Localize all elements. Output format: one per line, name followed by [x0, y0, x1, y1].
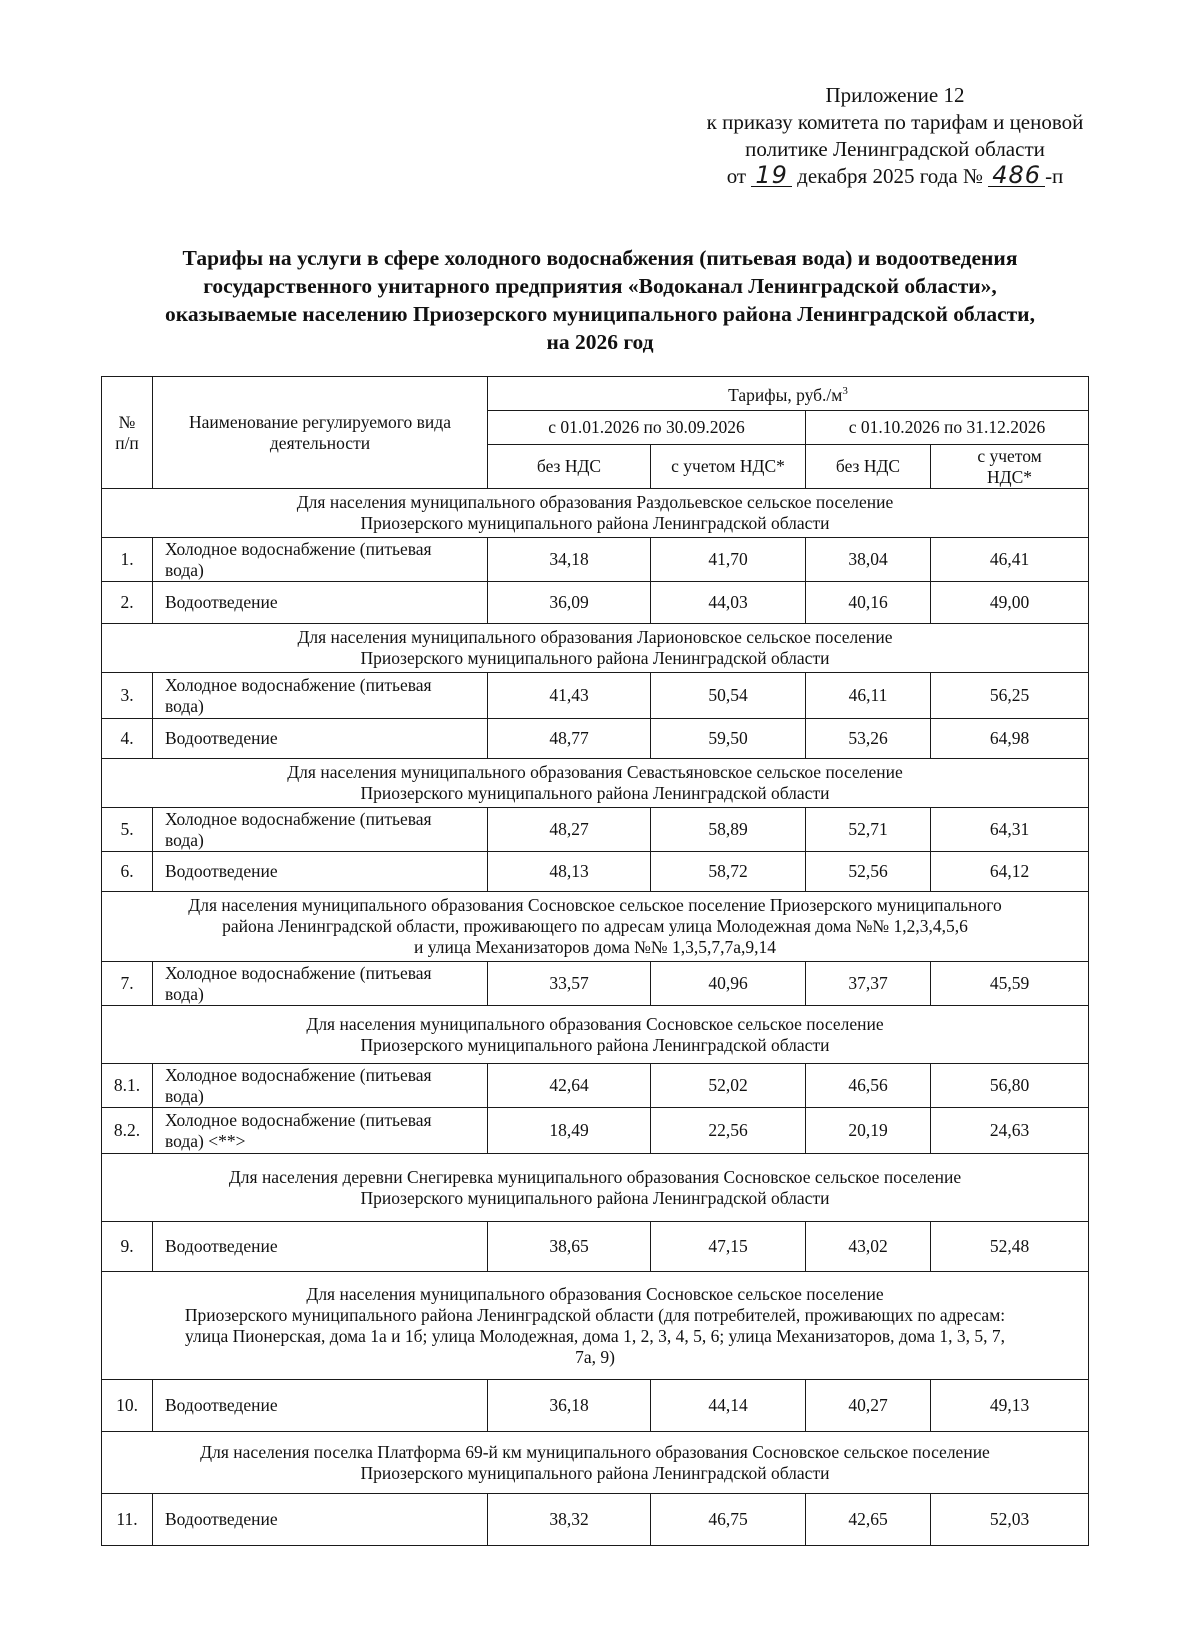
row-number: 10. [102, 1380, 153, 1432]
tariffs-table [101, 376, 1089, 1546]
section-heading [102, 1154, 1089, 1222]
activity-name [153, 673, 488, 719]
tariff-no-vat-period-1: 48,13 [488, 852, 651, 892]
tariff-with-vat-period-2: 64,98 [931, 719, 1089, 759]
tariff-with-vat-period-2: 45,59 [931, 962, 1089, 1006]
tariff-with-vat-period-2: 24,63 [931, 1108, 1089, 1154]
activity-name-line: Водоотведение [165, 1395, 278, 1415]
tariff-no-vat-period-1: 33,57 [488, 962, 651, 1006]
activity-name-line: Водоотведение [165, 728, 278, 748]
section-heading-line: Приозерского муниципального района Ленинградской области [360, 1462, 830, 1483]
activity-name-line: Холодное водоснабжение (питьевая [165, 962, 432, 983]
tariff-no-vat-period-2: 40,27 [806, 1380, 931, 1432]
row-number: 6. [102, 852, 153, 892]
col-header-num-line: № [118, 411, 136, 432]
activity-name-line: вода) <**> [165, 1130, 246, 1151]
tariff-no-vat-period-1: 18,49 [488, 1108, 651, 1154]
section-heading-line: Для населения муниципального образования Ларионовское сельское поселение [297, 627, 893, 647]
section-heading-line: Для населения муниципального образования Сосновское сельское поселение Приозерского муниципального [188, 895, 1002, 915]
col-with-vat-1: с учетом НДС* [651, 445, 806, 489]
tariff-no-vat-period-1: 36,18 [488, 1380, 651, 1432]
activity-name [153, 1494, 488, 1546]
order-suffix: -п [1045, 164, 1064, 188]
tariff-no-vat-period-2: 53,26 [806, 719, 931, 759]
table-row [102, 852, 1089, 892]
date-prefix: от [726, 164, 747, 188]
table-row [102, 719, 1089, 759]
appendix-date-line [640, 163, 1150, 190]
tariff-with-vat-period-1: 40,96 [651, 962, 806, 1006]
col-header-activity-line: Наименование регулируемого вида [189, 411, 451, 432]
appendix-order-ref: к приказу комитета по тарифам и ценовой [706, 110, 1084, 134]
tariff-no-vat-period-2: 38,04 [806, 538, 931, 582]
tariff-no-vat-period-1: 48,27 [488, 808, 651, 852]
tariff-no-vat-period-2: 20,19 [806, 1108, 931, 1154]
document-title [80, 244, 1120, 356]
section-heading-line: Приозерского муниципального района Ленинградской области (для потребителей, проживающих по адресам: [184, 1304, 1006, 1325]
tariff-no-vat-period-1: 42,64 [488, 1064, 651, 1108]
section-heading-line: Для населения муниципального образования Сосновское сельское поселение [306, 1013, 884, 1034]
section-heading-line: Приозерского муниципального района Ленинградской области [360, 513, 830, 533]
col-header-num-line: п/п [115, 432, 139, 453]
activity-name [153, 719, 488, 759]
tariff-with-vat-period-1: 50,54 [651, 673, 806, 719]
col-with-vat-2 [931, 445, 1089, 489]
section-heading-line: Приозерского муниципального района Ленинградской области [360, 1034, 830, 1055]
section-heading-line: Приозерского муниципального района Ленинградской области [360, 648, 830, 668]
section-row [102, 892, 1089, 962]
col-header-tariffs [488, 377, 1089, 411]
tariff-with-vat-period-2: 64,31 [931, 808, 1089, 852]
tariff-with-vat-period-1: 41,70 [651, 538, 806, 582]
tariff-with-vat-period-2: 64,12 [931, 852, 1089, 892]
tariff-no-vat-period-2: 52,56 [806, 852, 931, 892]
activity-name-line: Водоотведение [165, 1236, 278, 1256]
tariff-no-vat-period-2: 52,71 [806, 808, 931, 852]
activity-name [153, 582, 488, 624]
section-heading [102, 1006, 1089, 1064]
title-line: Тарифы на услуги в сфере холодного водоснабжения (питьевая вода) и водоотведения [182, 246, 1018, 270]
table-row [102, 538, 1089, 582]
tariff-with-vat-period-2: 46,41 [931, 538, 1089, 582]
tariff-no-vat-period-2: 40,16 [806, 582, 931, 624]
section-heading [102, 624, 1089, 673]
activity-name-line: Водоотведение [165, 861, 278, 881]
section-row [102, 759, 1089, 808]
row-number: 4. [102, 719, 153, 759]
section-heading-line: Приозерского муниципального района Ленинградской области [360, 1187, 830, 1208]
section-heading-line: Для населения муниципального образования Севастьяновское сельское поселение [287, 762, 903, 782]
section-heading-line: Приозерского муниципального района Ленинградской области [360, 783, 830, 803]
table-row [102, 1494, 1089, 1546]
title-line: оказываемые населению Приозерского муниципального района Ленинградской области, [165, 302, 1035, 326]
tariff-with-vat-period-1: 58,89 [651, 808, 806, 852]
row-number: 11. [102, 1494, 153, 1546]
tariffs-unit-sup: 3 [842, 385, 848, 398]
table-row [102, 673, 1089, 719]
tariff-no-vat-period-1: 48,77 [488, 719, 651, 759]
period-1-header: с 01.01.2026 по 30.09.2026 [488, 411, 806, 445]
section-heading [102, 1432, 1089, 1494]
col-header-num [102, 377, 153, 489]
table-row [102, 962, 1089, 1006]
col-with-vat-2-line: с учетом [977, 445, 1042, 466]
section-heading [102, 759, 1089, 808]
tariff-no-vat-period-2: 46,11 [806, 673, 931, 719]
section-heading-line: Для населения поселка Платформа 69-й км муниципального образования Сосновское сельское поселение [200, 1441, 990, 1462]
activity-name [153, 852, 488, 892]
tariff-with-vat-period-1: 44,03 [651, 582, 806, 624]
section-heading-line: и улица Механизаторов дома №№ 1,3,5,7,7а,9,14 [414, 937, 776, 957]
table-row [102, 808, 1089, 852]
row-number: 5. [102, 808, 153, 852]
activity-name [153, 1222, 488, 1272]
activity-name-line: Водоотведение [165, 1509, 278, 1529]
table-row [102, 1380, 1089, 1432]
title-line: государственного унитарного предприятия «Водоканал Ленинградской области», [203, 274, 997, 298]
activity-name [153, 1064, 488, 1108]
tariff-with-vat-period-2: 49,13 [931, 1380, 1089, 1432]
appendix-number: Приложение 12 [825, 83, 965, 107]
activity-name-line: вода) [165, 1085, 204, 1106]
section-heading-line: района Ленинградской области, проживающего по адресам улица Молодежная дома №№ 1,2,3,4,5,6 [222, 916, 968, 936]
title-line: на 2026 год [546, 330, 654, 354]
section-heading [102, 489, 1089, 538]
header-row [102, 377, 1089, 411]
section-row [102, 489, 1089, 538]
tariff-with-vat-period-2: 52,48 [931, 1222, 1089, 1272]
activity-name [153, 808, 488, 852]
section-row [102, 1006, 1089, 1064]
activity-name [153, 538, 488, 582]
handwritten-order-number: 486 [988, 164, 1045, 187]
row-number: 8.1. [102, 1064, 153, 1108]
section-heading [102, 1272, 1089, 1380]
tariff-no-vat-period-2: 43,02 [806, 1222, 931, 1272]
activity-name-line: Холодное водоснабжение (питьевая [165, 538, 432, 559]
period-2-header: с 01.10.2026 по 31.12.2026 [806, 411, 1089, 445]
section-row [102, 624, 1089, 673]
table-row [102, 1222, 1089, 1272]
col-no-vat-2: без НДС [806, 445, 931, 489]
tariff-with-vat-period-1: 59,50 [651, 719, 806, 759]
col-header-activity [153, 377, 488, 489]
activity-name-line: вода) [165, 983, 204, 1004]
row-number: 2. [102, 582, 153, 624]
row-number: 7. [102, 962, 153, 1006]
table-row [102, 582, 1089, 624]
activity-name-line: Холодное водоснабжение (питьевая [165, 674, 432, 695]
activity-name-line: Холодное водоснабжение (питьевая [165, 1064, 432, 1085]
tariff-with-vat-period-1: 44,14 [651, 1380, 806, 1432]
section-row [102, 1272, 1089, 1380]
tariff-no-vat-period-2: 46,56 [806, 1064, 931, 1108]
tariff-no-vat-period-1: 36,09 [488, 582, 651, 624]
col-no-vat-1: без НДС [488, 445, 651, 489]
activity-name [153, 962, 488, 1006]
tariff-with-vat-period-2: 56,80 [931, 1064, 1089, 1108]
activity-name-line: Холодное водоснабжение (питьевая [165, 1109, 432, 1130]
tariff-with-vat-period-1: 46,75 [651, 1494, 806, 1546]
section-row [102, 1432, 1089, 1494]
tariff-no-vat-period-1: 34,18 [488, 538, 651, 582]
section-heading-line: Для населения муниципального образования Сосновское сельское поселение [306, 1283, 884, 1304]
section-heading-line: Для населения деревни Снегиревка муниципального образования Сосновское сельское поселение [228, 1166, 962, 1187]
activity-name [153, 1108, 488, 1154]
tariff-with-vat-period-1: 58,72 [651, 852, 806, 892]
section-row [102, 1154, 1089, 1222]
activity-name-line: Водоотведение [165, 592, 278, 612]
section-heading [102, 892, 1089, 962]
appendix-header [640, 82, 1150, 190]
activity-name-line: Холодное водоснабжение (питьевая [165, 808, 432, 829]
row-number: 9. [102, 1222, 153, 1272]
row-number: 8.2. [102, 1108, 153, 1154]
handwritten-day: 19 [751, 164, 792, 187]
tariff-with-vat-period-2: 52,03 [931, 1494, 1089, 1546]
tariff-with-vat-period-1: 52,02 [651, 1064, 806, 1108]
date-middle: декабря 2025 года № [797, 164, 983, 188]
tariff-no-vat-period-1: 38,32 [488, 1494, 651, 1546]
section-heading-line: Для населения муниципального образования Раздольевское сельское поселение [296, 492, 894, 512]
tariff-with-vat-period-1: 22,56 [651, 1108, 806, 1154]
activity-name-line: вода) [165, 829, 204, 850]
appendix-authority: политике Ленинградской области [745, 137, 1045, 161]
row-number: 1. [102, 538, 153, 582]
tariff-with-vat-period-2: 49,00 [931, 582, 1089, 624]
section-heading-line: улица Пионерская, дома 1а и 1б; улица Молодежная, дома 1, 2, 3, 4, 5, 6; улица Механизаторов, дома 1, 3, 5, 7, [185, 1325, 1005, 1346]
section-heading-line: 7а, 9) [575, 1346, 615, 1367]
tariff-no-vat-period-1: 41,43 [488, 673, 651, 719]
table-row [102, 1064, 1089, 1108]
col-with-vat-2-line: НДС* [987, 466, 1032, 487]
col-header-activity-line: деятельности [269, 432, 371, 453]
tariff-with-vat-period-1: 47,15 [651, 1222, 806, 1272]
tariff-with-vat-period-2: 56,25 [931, 673, 1089, 719]
activity-name [153, 1380, 488, 1432]
tariffs-label: Тарифы, руб./м [728, 384, 843, 405]
row-number: 3. [102, 673, 153, 719]
activity-name-line: вода) [165, 559, 204, 580]
table-row [102, 1108, 1089, 1154]
activity-name-line: вода) [165, 695, 204, 716]
tariff-no-vat-period-2: 42,65 [806, 1494, 931, 1546]
tariff-no-vat-period-1: 38,65 [488, 1222, 651, 1272]
tariff-no-vat-period-2: 37,37 [806, 962, 931, 1006]
